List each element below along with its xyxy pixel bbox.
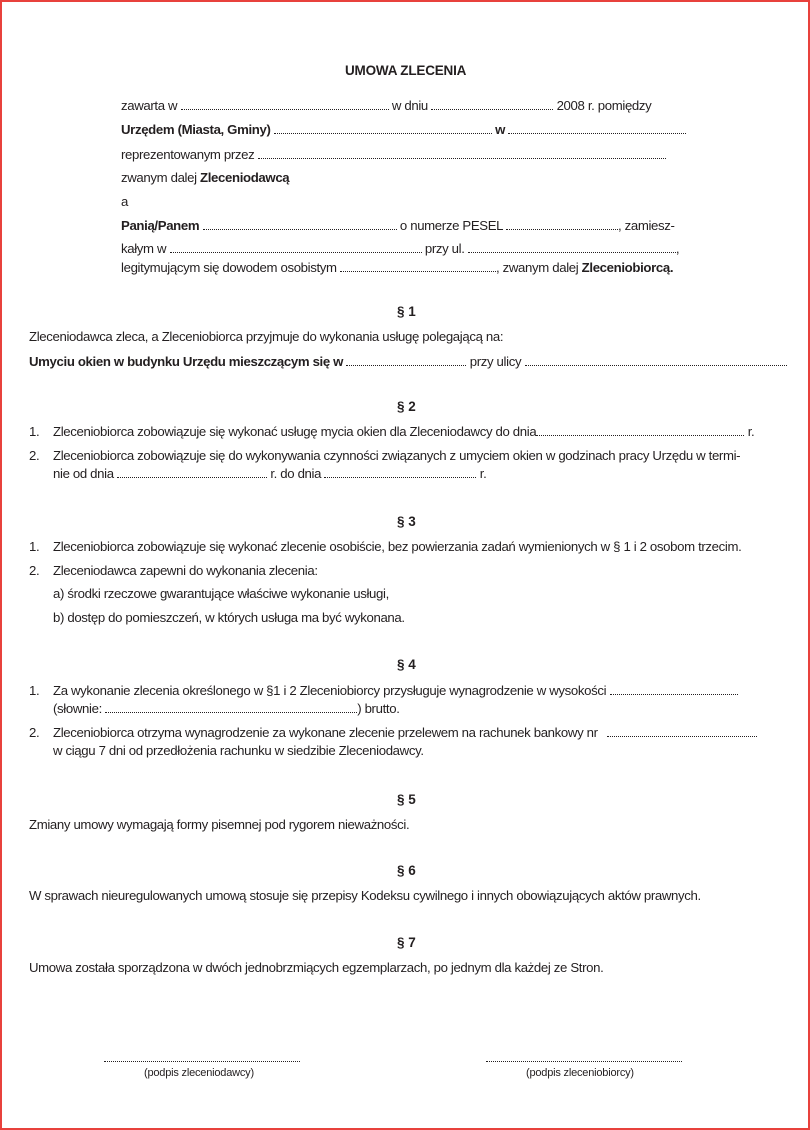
section-1-line-1: Zleceniodawca zleca, a Zleceniobiorca przyjmuje do wykonania usługę polegającą na: <box>29 329 504 344</box>
header-text: 2008 r. pomiędzy <box>556 98 652 113</box>
blank-date[interactable] <box>431 98 553 110</box>
blank-office-place[interactable] <box>508 122 686 134</box>
blank-city[interactable] <box>181 98 389 110</box>
point-number: 1. <box>29 424 40 439</box>
section-text: r. <box>479 466 487 481</box>
blank-deadline[interactable] <box>536 424 744 436</box>
header-text: Zleceniodawcą <box>200 170 290 185</box>
header-line-6 <box>121 217 675 235</box>
blank-pesel[interactable] <box>506 218 618 230</box>
section-text: Za wykonanie zlecenia określonego w §1 i 2 Zleceniobiorcy przysługuje wynagrodzenie w wysokości <box>53 683 607 698</box>
header-line-5: a <box>121 194 128 209</box>
section-6-text: W sprawach nieuregulowanych umową stosuje się przepisy Kodeksu cywilnego i innych obowiązujących aktów prawnych. <box>29 888 701 903</box>
header-text: w dniu <box>391 98 428 113</box>
section-7-heading: § 7 <box>397 935 416 950</box>
section-3-heading: § 3 <box>397 514 416 529</box>
header-text: Zleceniobiorcą. <box>581 260 674 275</box>
blank-bank-account[interactable] <box>607 725 757 737</box>
section-4-heading: § 4 <box>397 657 416 672</box>
header-line-2 <box>121 121 686 139</box>
section-2-heading: § 2 <box>397 399 416 414</box>
section-text: r. do dnia <box>270 466 322 481</box>
section-4-point-1 <box>29 682 738 700</box>
section-3-point-1 <box>29 538 741 556</box>
point-number: 2. <box>29 563 40 578</box>
header-line-4 <box>121 169 289 187</box>
blank-amount[interactable] <box>610 683 738 695</box>
header-text: zwanym dalej <box>121 170 197 185</box>
header-text: o numerze PESEL <box>399 218 503 233</box>
section-text: przy ulicy <box>469 354 522 369</box>
section-text: nie od dnia <box>53 466 114 481</box>
section-text: Zleceniobiorca zobowiązuje się wykonać usługę mycia okien dla Zleceniodawcy do dnia <box>53 424 537 439</box>
header-line-3 <box>121 146 666 164</box>
document-title: UMOWA ZLECENIA <box>345 63 467 78</box>
section-1-line-2 <box>29 353 787 371</box>
point-number: 2. <box>29 448 40 463</box>
section-text: Zleceniodawca zapewni do wykonania zlecenia: <box>53 563 318 578</box>
blank-contractor-name[interactable] <box>203 218 397 230</box>
blank-building-place[interactable] <box>346 354 466 366</box>
section-2-point-2-cont <box>53 465 486 483</box>
section-1-heading: § 1 <box>397 304 416 319</box>
blank-date-to[interactable] <box>324 466 476 478</box>
section-text: Zleceniobiorca zobowiązuje się do wykonywania czynności związanych z umyciem okien w godzinach pracy Urzędu w termi- <box>53 448 741 463</box>
blank-building-street[interactable] <box>525 354 787 366</box>
section-4-point-2-cont: w ciągu 7 dni od przedłożenia rachunku w siedzibie Zleceniodawcy. <box>53 743 424 758</box>
section-3-item-a: a) środki rzeczowe gwarantujące właściwe wykonanie usługi, <box>53 586 389 601</box>
section-2-point-2 <box>29 447 740 465</box>
section-3-point-2 <box>29 562 318 580</box>
header-line-7 <box>121 240 679 258</box>
section-4-point-1-cont <box>53 700 400 718</box>
blank-office-name[interactable] <box>274 122 492 134</box>
header-text: , zwanym dalej <box>496 260 579 275</box>
section-text: Umyciu okien w budynku Urzędu mieszczącym się w <box>29 354 344 369</box>
point-number: 1. <box>29 683 40 698</box>
header-text: reprezentowanym przez <box>121 147 255 162</box>
blank-representative[interactable] <box>258 147 666 159</box>
header-line-8 <box>121 259 673 277</box>
blank-date-from[interactable] <box>117 466 267 478</box>
section-4-point-2 <box>29 724 757 742</box>
section-text: r. <box>747 424 755 439</box>
blank-amount-words[interactable] <box>105 701 357 713</box>
section-2-point-1 <box>29 423 754 441</box>
signature-label-left: (podpis zleceniodawcy) <box>144 1067 254 1079</box>
section-5-heading: § 5 <box>397 792 416 807</box>
blank-residence[interactable] <box>170 241 422 253</box>
section-text: Zleceniobiorca zobowiązuje się wykonać zlecenie osobiście, bez powierzania zadań wymienionych w § 1 i 2 osobom trzecim. <box>53 539 742 554</box>
header-text: przy ul. <box>424 241 465 256</box>
point-number: 2. <box>29 725 40 740</box>
blank-id-card[interactable] <box>340 260 496 272</box>
header-text: , <box>675 241 680 256</box>
header-text: w <box>495 122 506 137</box>
signature-line-left[interactable] <box>104 1060 300 1062</box>
header-text: Panią/Panem <box>121 218 200 233</box>
section-text: Zleceniobiorca otrzyma wynagrodzenie za wykonane zlecenie przelewem na rachunek bankowy nr <box>53 725 598 740</box>
point-number: 1. <box>29 539 40 554</box>
header-text: , zamiesz- <box>617 218 675 233</box>
header-text: legitymującym się dowodem osobistym <box>121 260 337 275</box>
blank-street[interactable] <box>468 241 676 253</box>
section-text: ) brutto. <box>357 701 400 716</box>
header-line-1 <box>121 97 651 115</box>
signature-line-right[interactable] <box>486 1060 682 1062</box>
section-7-text: Umowa została sporządzona w dwóch jednobrzmiących egzemplarzach, po jednym dla każdej ze Stron. <box>29 960 604 975</box>
header-text: kałym w <box>121 241 167 256</box>
header-text: Urzędem (Miasta, Gminy) <box>121 122 271 137</box>
section-3-item-b: b) dostęp do pomieszczeń, w których usługa ma być wykonana. <box>53 610 405 625</box>
signature-label-right: (podpis zleceniobiorcy) <box>526 1067 634 1079</box>
header-text: zawarta w <box>121 98 178 113</box>
section-text: (słownie: <box>53 701 102 716</box>
section-5-text: Zmiany umowy wymagają formy pisemnej pod rygorem nieważności. <box>29 817 410 832</box>
section-6-heading: § 6 <box>397 863 416 878</box>
